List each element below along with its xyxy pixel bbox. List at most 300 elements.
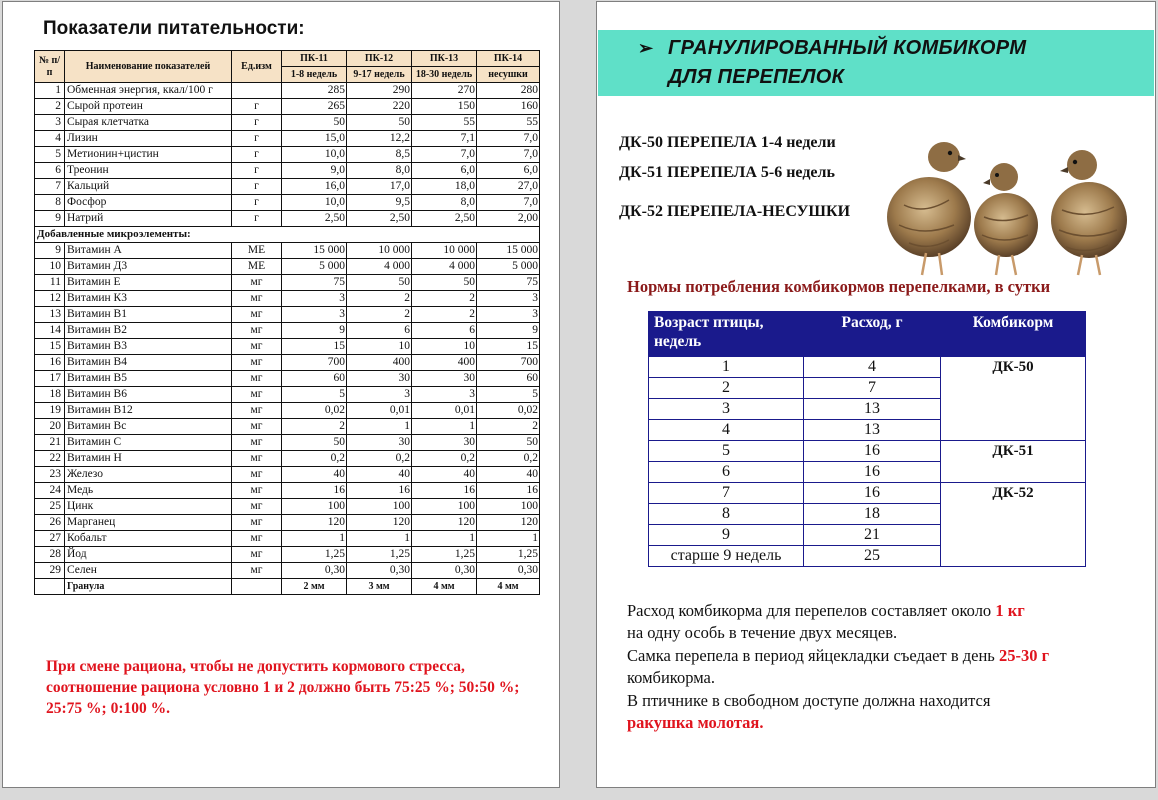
norms-feed-dk52: ДК-52 bbox=[941, 483, 1086, 567]
value-pk11: 5 bbox=[282, 387, 347, 403]
value-pk13: 30 bbox=[412, 435, 477, 451]
norms-title: Нормы потребления комбикормов перепелками, в сутки bbox=[627, 277, 1051, 296]
value-pk13: 2 bbox=[412, 291, 477, 307]
value-pk11: 15 000 bbox=[282, 243, 347, 259]
laying-amount: 25-30 г bbox=[998, 646, 1050, 665]
row-number: 4 bbox=[35, 131, 65, 147]
value-pk13: 3 bbox=[412, 387, 477, 403]
value-pk13: 150 bbox=[412, 99, 477, 115]
quail-1 bbox=[887, 142, 971, 275]
value-pk14: 7,0 bbox=[477, 131, 540, 147]
row-name: Обменная энергия, ккал/100 г bbox=[65, 83, 232, 99]
norms-amount: 13 bbox=[804, 399, 941, 420]
value-pk12: 120 bbox=[347, 515, 412, 531]
row-name: Витамин В4 bbox=[65, 355, 232, 371]
row-number: 19 bbox=[35, 403, 65, 419]
row-number: 29 bbox=[35, 563, 65, 579]
value-pk12: 30 bbox=[347, 371, 412, 387]
value-pk12: 290 bbox=[347, 83, 412, 99]
row-unit: МЕ bbox=[232, 259, 282, 275]
value-pk11: 100 bbox=[282, 499, 347, 515]
consumption-paragraph bbox=[627, 600, 1147, 644]
table-row bbox=[35, 451, 540, 467]
norms-amount: 21 bbox=[804, 525, 941, 546]
consumption-text: Расход комбикорма для перепелов составляет около bbox=[627, 601, 996, 620]
row-number: 3 bbox=[35, 115, 65, 131]
table-row bbox=[35, 419, 540, 435]
value-pk13: 10 000 bbox=[412, 243, 477, 259]
table-row bbox=[35, 99, 540, 115]
value-pk11: 9 bbox=[282, 323, 347, 339]
table-row bbox=[35, 387, 540, 403]
value-pk14: 7,0 bbox=[477, 147, 540, 163]
value-pk13: 55 bbox=[412, 115, 477, 131]
quail-3 bbox=[1051, 150, 1127, 275]
table-row bbox=[35, 467, 540, 483]
value-pk13: 30 bbox=[412, 371, 477, 387]
granule-pk13: 4 мм bbox=[412, 579, 477, 595]
value-pk14: 160 bbox=[477, 99, 540, 115]
row-unit: мг bbox=[232, 499, 282, 515]
row-name: Витамин В12 bbox=[65, 403, 232, 419]
value-pk14: 75 bbox=[477, 275, 540, 291]
table-row bbox=[35, 371, 540, 387]
row-unit: мг bbox=[232, 307, 282, 323]
value-pk11: 1 bbox=[282, 531, 347, 547]
shell-item: ракушка молотая. bbox=[627, 713, 764, 732]
row-unit bbox=[232, 83, 282, 99]
granule-unit-cell bbox=[232, 579, 282, 595]
row-name: Сырая клетчатка bbox=[65, 115, 232, 131]
row-number: 5 bbox=[35, 147, 65, 163]
value-pk14: 1,25 bbox=[477, 547, 540, 563]
table-row bbox=[35, 179, 540, 195]
col-pk11: ПК-11 bbox=[282, 51, 347, 67]
value-pk14: 700 bbox=[477, 355, 540, 371]
value-pk13: 16 bbox=[412, 483, 477, 499]
feed-dk51: ДК-51 ПЕРЕПЕЛА 5-6 недель bbox=[619, 164, 835, 181]
row-unit: мг bbox=[232, 435, 282, 451]
row-number: 13 bbox=[35, 307, 65, 323]
row-number: 25 bbox=[35, 499, 65, 515]
value-pk13: 120 bbox=[412, 515, 477, 531]
period-pk12: 9-17 недель bbox=[347, 67, 412, 83]
value-pk13: 18,0 bbox=[412, 179, 477, 195]
value-pk11: 1,25 bbox=[282, 547, 347, 563]
row-name: Кальций bbox=[65, 179, 232, 195]
value-pk11: 15 bbox=[282, 339, 347, 355]
row-name: Железо bbox=[65, 467, 232, 483]
value-pk13: 1 bbox=[412, 419, 477, 435]
norms-amount: 16 bbox=[804, 483, 941, 504]
row-number: 9 bbox=[35, 243, 65, 259]
norms-age: 5 bbox=[649, 441, 804, 462]
norms-amount: 7 bbox=[804, 378, 941, 399]
value-pk12: 400 bbox=[347, 355, 412, 371]
value-pk14: 0,02 bbox=[477, 403, 540, 419]
norms-age: 4 bbox=[649, 420, 804, 441]
value-pk14: 60 bbox=[477, 371, 540, 387]
row-unit: г bbox=[232, 195, 282, 211]
value-pk12: 40 bbox=[347, 467, 412, 483]
consumption-amount: 1 кг bbox=[995, 601, 1025, 620]
value-pk13: 1,25 bbox=[412, 547, 477, 563]
value-pk13: 50 bbox=[412, 275, 477, 291]
row-unit: МЕ bbox=[232, 243, 282, 259]
feed-dk52: ДК-52 ПЕРЕПЕЛА-НЕСУШКИ bbox=[619, 203, 851, 220]
laying-paragraph bbox=[627, 645, 1147, 689]
value-pk14: 120 bbox=[477, 515, 540, 531]
value-pk11: 120 bbox=[282, 515, 347, 531]
row-number: 12 bbox=[35, 291, 65, 307]
granule-pk12: 3 мм bbox=[347, 579, 412, 595]
value-pk14: 0,2 bbox=[477, 451, 540, 467]
norms-table bbox=[648, 311, 1086, 567]
value-pk11: 0,02 bbox=[282, 403, 347, 419]
row-unit: г bbox=[232, 115, 282, 131]
row-unit: мг bbox=[232, 483, 282, 499]
row-number: 23 bbox=[35, 467, 65, 483]
row-name: Витамин А bbox=[65, 243, 232, 259]
value-pk12: 220 bbox=[347, 99, 412, 115]
col-pk12: ПК-12 bbox=[347, 51, 412, 67]
value-pk13: 8,0 bbox=[412, 195, 477, 211]
value-pk11: 50 bbox=[282, 115, 347, 131]
granule-pk14: 4 мм bbox=[477, 579, 540, 595]
left-page bbox=[2, 1, 560, 788]
value-pk11: 285 bbox=[282, 83, 347, 99]
row-name: Йод bbox=[65, 547, 232, 563]
col-num: № п/п bbox=[35, 51, 65, 83]
row-unit: мг bbox=[232, 547, 282, 563]
table-row bbox=[35, 515, 540, 531]
value-pk11: 265 bbox=[282, 99, 347, 115]
value-pk12: 100 bbox=[347, 499, 412, 515]
norms-col-feed: Комбикорм bbox=[941, 312, 1086, 357]
row-number: 17 bbox=[35, 371, 65, 387]
norms-col-age: Возраст птицы, недель bbox=[649, 312, 804, 357]
value-pk11: 2 bbox=[282, 419, 347, 435]
col-pk14: ПК-14 bbox=[477, 51, 540, 67]
row-unit: мг bbox=[232, 291, 282, 307]
norms-amount: 13 bbox=[804, 420, 941, 441]
row-name: Витамин В5 bbox=[65, 371, 232, 387]
value-pk13: 0,01 bbox=[412, 403, 477, 419]
table-row bbox=[35, 483, 540, 499]
norms-feed-dk51: ДК-51 bbox=[941, 441, 1086, 483]
value-pk12: 30 bbox=[347, 435, 412, 451]
row-name: Витамин Вс bbox=[65, 419, 232, 435]
nutrition-rows-b bbox=[35, 243, 540, 579]
row-name: Треонин bbox=[65, 163, 232, 179]
value-pk13: 2,50 bbox=[412, 211, 477, 227]
value-pk11: 5 000 bbox=[282, 259, 347, 275]
norms-feed-dk50: ДК-50 bbox=[941, 357, 1086, 441]
norms-age: 7 bbox=[649, 483, 804, 504]
value-pk12: 1 bbox=[347, 419, 412, 435]
row-unit: мг bbox=[232, 467, 282, 483]
value-pk13: 7,0 bbox=[412, 147, 477, 163]
row-name: Лизин bbox=[65, 131, 232, 147]
row-name: Витамин В3 bbox=[65, 339, 232, 355]
value-pk12: 50 bbox=[347, 115, 412, 131]
value-pk13: 6 bbox=[412, 323, 477, 339]
col-unit: Ед.изм bbox=[232, 51, 282, 83]
table-row bbox=[35, 131, 540, 147]
row-number: 10 bbox=[35, 259, 65, 275]
row-number: 21 bbox=[35, 435, 65, 451]
value-pk14: 0,30 bbox=[477, 563, 540, 579]
row-unit: г bbox=[232, 147, 282, 163]
laying-text: Самка перепела в период яйцекладки съедает в день bbox=[627, 646, 999, 665]
row-unit: г bbox=[232, 163, 282, 179]
value-pk13: 400 bbox=[412, 355, 477, 371]
row-name: Метионин+цистин bbox=[65, 147, 232, 163]
row-name: Витамин В6 bbox=[65, 387, 232, 403]
value-pk14: 9 bbox=[477, 323, 540, 339]
table-row bbox=[35, 163, 540, 179]
value-pk14: 16 bbox=[477, 483, 540, 499]
value-pk14: 5 bbox=[477, 387, 540, 403]
col-name: Наименование показателей bbox=[65, 51, 232, 83]
banner-title-line1: ГРАНУЛИРОВАННЫЙ КОМБИКОРМ bbox=[668, 37, 1027, 59]
value-pk14: 15 000 bbox=[477, 243, 540, 259]
row-name: Сырой протеин bbox=[65, 99, 232, 115]
value-pk13: 1 bbox=[412, 531, 477, 547]
table-row bbox=[35, 243, 540, 259]
value-pk11: 50 bbox=[282, 435, 347, 451]
row-name: Витамин Е bbox=[65, 275, 232, 291]
value-pk13: 40 bbox=[412, 467, 477, 483]
table-row bbox=[35, 275, 540, 291]
table-row bbox=[35, 259, 540, 275]
value-pk14: 2 bbox=[477, 419, 540, 435]
table-row bbox=[35, 339, 540, 355]
norms-age: 6 bbox=[649, 462, 804, 483]
value-pk11: 0,2 bbox=[282, 451, 347, 467]
value-pk11: 10,0 bbox=[282, 147, 347, 163]
value-pk12: 12,2 bbox=[347, 131, 412, 147]
row-number: 22 bbox=[35, 451, 65, 467]
col-pk13: ПК-13 bbox=[412, 51, 477, 67]
nutrition-table bbox=[34, 50, 540, 595]
value-pk14: 1 bbox=[477, 531, 540, 547]
value-pk14: 40 bbox=[477, 467, 540, 483]
norms-age: 8 bbox=[649, 504, 804, 525]
row-number: 8 bbox=[35, 195, 65, 211]
row-name: Витамин Д3 bbox=[65, 259, 232, 275]
table-row bbox=[35, 355, 540, 371]
row-number: 16 bbox=[35, 355, 65, 371]
value-pk14: 50 bbox=[477, 435, 540, 451]
row-unit: мг bbox=[232, 531, 282, 547]
norms-age: 3 bbox=[649, 399, 804, 420]
row-unit: г bbox=[232, 211, 282, 227]
table-row bbox=[35, 211, 540, 227]
table-row bbox=[35, 323, 540, 339]
value-pk11: 16 bbox=[282, 483, 347, 499]
arrow-bullet-icon: ➢ bbox=[638, 38, 654, 58]
row-name: Витамин Н bbox=[65, 451, 232, 467]
value-pk14: 27,0 bbox=[477, 179, 540, 195]
value-pk11: 3 bbox=[282, 291, 347, 307]
row-unit: г bbox=[232, 131, 282, 147]
norms-amount: 25 bbox=[804, 546, 941, 567]
value-pk12: 0,01 bbox=[347, 403, 412, 419]
norms-amount: 18 bbox=[804, 504, 941, 525]
table-row bbox=[35, 435, 540, 451]
value-pk11: 700 bbox=[282, 355, 347, 371]
table-row bbox=[35, 563, 540, 579]
norms-col-amount: Расход, г bbox=[804, 312, 941, 357]
value-pk13: 7,1 bbox=[412, 131, 477, 147]
section-label: Добавленные микроэлементы: bbox=[35, 227, 540, 243]
period-pk13: 18-30 недель bbox=[412, 67, 477, 83]
norms-amount: 4 bbox=[804, 357, 941, 378]
value-pk12: 4 000 bbox=[347, 259, 412, 275]
value-pk12: 2,50 bbox=[347, 211, 412, 227]
row-name: Цинк bbox=[65, 499, 232, 515]
norms-amount: 16 bbox=[804, 441, 941, 462]
granule-pk11: 2 мм bbox=[282, 579, 347, 595]
value-pk14: 100 bbox=[477, 499, 540, 515]
row-number: 1 bbox=[35, 83, 65, 99]
value-pk12: 0,30 bbox=[347, 563, 412, 579]
value-pk12: 3 bbox=[347, 387, 412, 403]
value-pk12: 10 000 bbox=[347, 243, 412, 259]
value-pk12: 50 bbox=[347, 275, 412, 291]
row-unit: мг bbox=[232, 371, 282, 387]
value-pk14: 280 bbox=[477, 83, 540, 99]
row-number: 24 bbox=[35, 483, 65, 499]
nutrition-rows-a bbox=[35, 83, 540, 227]
row-unit: мг bbox=[232, 419, 282, 435]
value-pk11: 40 bbox=[282, 467, 347, 483]
right-page bbox=[596, 1, 1156, 788]
row-unit: мг bbox=[232, 403, 282, 419]
table-row bbox=[35, 115, 540, 131]
value-pk12: 17,0 bbox=[347, 179, 412, 195]
row-name: Марганец bbox=[65, 515, 232, 531]
value-pk12: 9,5 bbox=[347, 195, 412, 211]
row-name: Медь bbox=[65, 483, 232, 499]
norms-age: 2 bbox=[649, 378, 804, 399]
row-name: Натрий bbox=[65, 211, 232, 227]
row-number: 28 bbox=[35, 547, 65, 563]
row-unit: мг bbox=[232, 339, 282, 355]
row-name: Кобальт bbox=[65, 531, 232, 547]
row-number: 15 bbox=[35, 339, 65, 355]
title-banner bbox=[598, 30, 1154, 96]
norms-amount: 16 bbox=[804, 462, 941, 483]
value-pk11: 60 bbox=[282, 371, 347, 387]
table-row bbox=[35, 531, 540, 547]
value-pk12: 2 bbox=[347, 307, 412, 323]
row-number: 2 bbox=[35, 99, 65, 115]
granule-label: Гранула bbox=[65, 579, 232, 595]
row-number: 11 bbox=[35, 275, 65, 291]
row-unit: мг bbox=[232, 323, 282, 339]
row-unit: мг bbox=[232, 387, 282, 403]
row-unit: мг bbox=[232, 515, 282, 531]
row-unit: мг bbox=[232, 563, 282, 579]
value-pk13: 4 000 bbox=[412, 259, 477, 275]
value-pk11: 15,0 bbox=[282, 131, 347, 147]
row-number: 7 bbox=[35, 179, 65, 195]
shell-text: В птичнике в свободном доступе должна находится bbox=[627, 691, 991, 710]
row-number: 18 bbox=[35, 387, 65, 403]
value-pk14: 7,0 bbox=[477, 195, 540, 211]
table-row bbox=[35, 291, 540, 307]
value-pk13: 0,30 bbox=[412, 563, 477, 579]
table-row bbox=[35, 83, 540, 99]
consumption-text-2: на одну особь в течение двух месяцев. bbox=[627, 623, 898, 642]
row-number: 27 bbox=[35, 531, 65, 547]
value-pk12: 8,0 bbox=[347, 163, 412, 179]
value-pk14: 3 bbox=[477, 307, 540, 323]
laying-text-2: комбикорма. bbox=[627, 668, 715, 687]
row-name: Селен bbox=[65, 563, 232, 579]
diet-change-note: При смене рациона, чтобы не допустить кормового стресса, соотношение рациона условно 1 и 2 должно быть 75:25 %; 50:50 %; 25:75 %; 0:100 %. bbox=[46, 658, 520, 717]
row-number: 14 bbox=[35, 323, 65, 339]
value-pk12: 0,2 bbox=[347, 451, 412, 467]
value-pk14: 55 bbox=[477, 115, 540, 131]
period-pk14: несушки bbox=[477, 67, 540, 83]
nutrition-title: Показатели питательности: bbox=[43, 18, 305, 39]
row-name: Витамин К3 bbox=[65, 291, 232, 307]
value-pk12: 8,5 bbox=[347, 147, 412, 163]
row-unit: мг bbox=[232, 275, 282, 291]
table-row bbox=[35, 147, 540, 163]
value-pk14: 5 000 bbox=[477, 259, 540, 275]
value-pk14: 6,0 bbox=[477, 163, 540, 179]
value-pk13: 10 bbox=[412, 339, 477, 355]
value-pk14: 2,00 bbox=[477, 211, 540, 227]
table-row bbox=[35, 307, 540, 323]
value-pk14: 3 bbox=[477, 291, 540, 307]
row-name: Витамин В2 bbox=[65, 323, 232, 339]
table-row bbox=[35, 403, 540, 419]
value-pk12: 1 bbox=[347, 531, 412, 547]
value-pk14: 15 bbox=[477, 339, 540, 355]
value-pk13: 6,0 bbox=[412, 163, 477, 179]
quail-2 bbox=[974, 163, 1038, 275]
period-pk11: 1-8 недель bbox=[282, 67, 347, 83]
norms-age: старше 9 недель bbox=[649, 546, 804, 567]
banner-title-line2: ДЛЯ ПЕРЕПЕЛОК bbox=[668, 66, 845, 88]
norms-age: 9 bbox=[649, 525, 804, 546]
value-pk11: 2,50 bbox=[282, 211, 347, 227]
value-pk13: 270 bbox=[412, 83, 477, 99]
value-pk11: 75 bbox=[282, 275, 347, 291]
value-pk11: 9,0 bbox=[282, 163, 347, 179]
value-pk12: 16 bbox=[347, 483, 412, 499]
row-unit: г bbox=[232, 99, 282, 115]
value-pk11: 0,30 bbox=[282, 563, 347, 579]
quails-photo bbox=[884, 125, 1144, 280]
row-unit: г bbox=[232, 179, 282, 195]
value-pk13: 0,2 bbox=[412, 451, 477, 467]
value-pk12: 2 bbox=[347, 291, 412, 307]
table-row bbox=[35, 499, 540, 515]
value-pk12: 10 bbox=[347, 339, 412, 355]
value-pk12: 1,25 bbox=[347, 547, 412, 563]
row-name: Фосфор bbox=[65, 195, 232, 211]
row-number: 6 bbox=[35, 163, 65, 179]
value-pk11: 16,0 bbox=[282, 179, 347, 195]
value-pk12: 6 bbox=[347, 323, 412, 339]
norms-age: 1 bbox=[649, 357, 804, 378]
